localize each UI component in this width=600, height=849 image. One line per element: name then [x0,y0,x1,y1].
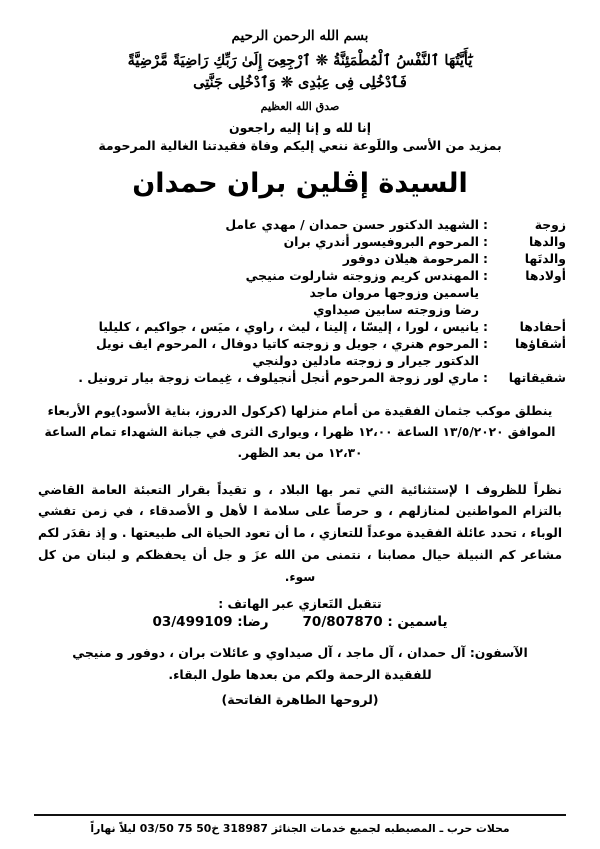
relation-value: الدكتور جيرار و زوجته مادلين دولنجي [252,352,479,368]
relation-colon: : [483,216,488,232]
table-row [34,319,566,336]
relation-value: ياسمين وزوجها مروان ماجد [309,284,479,300]
mourners-families: آل حمدان ، آل ماجد ، آل صيداوي و عائلات بران ، دوفور و منيجي [72,645,466,661]
religious-header [34,28,566,113]
relation-value: المرحوم هنري ، جويل و زوجته كاتيا دوفال ، المرحوم ايف نويل [95,335,479,351]
relation-colon: : [483,233,488,249]
inna-lillah-text: إنا لله و إنا إليه راجعون [229,119,371,135]
relation-label: أشقاؤها [515,335,566,351]
relation-value: المرحوم البروفيسور أندري بران [283,233,479,249]
contact-phone-number[interactable]: 03/499109 [152,614,233,631]
relation-label: والدتَها [524,250,566,266]
relation-colon: : [483,369,488,385]
relation-label: أولادها [525,267,566,283]
announcement-lead-text: بمزيد من الأسى واللَوعة ننعي إليكم وفاة فقيدتنا الغالية المرحومة [98,137,502,153]
footer-phone-primary: 318987 [222,822,268,835]
contact-entry-yasmine [303,614,448,630]
relation-label: والدها [528,233,566,249]
quran-verse [90,50,510,95]
table-row [34,268,566,285]
sadaqallah-text: صدق الله العظيم [260,99,340,113]
table-row [34,353,566,370]
contact-numbers-row [34,614,566,630]
footer-phone-prefix-label: خ [211,822,220,835]
condolence-notice-paragraph: نظراً للظروف ا لإستثنائية التي تمر بها البلاد ، و تقيداً بقرار التعبئة العامة القاضي بالتزام المواطنين لمنازلهم ، و حرصاً على سلامة ا لأهل و الأصدقاء ، في زمن تفشي الوباء ، تحدد عائلة الفقيدة موعداً للتعازي ، ما أن تعود الحياة الى طبيعتها . و إذ نقدَر لكم مشاعر كم النبيلة حيال مصابنا ، نتمنى من الله عزَ و جل أن يحفظكم و لبنان من كل سوء. [38,482,562,584]
mourners-blessing: للفقيدة الرحمة ولكم من بعدها طول البقاء. [168,666,432,682]
contact-heading: تتقبل التَعازي عبر الهاتف : [218,596,382,612]
contact-name: ياسمين : [387,614,448,631]
footer-divider [34,814,566,816]
fatiha-line: (لروحها الطاهرة الفاتحة) [221,691,379,707]
table-row [34,370,566,387]
quran-verse-line-1: يَٰٓأَيَّتُهَا ٱلنَّفْسُ ٱلْمُطْمَئِنَّةُ ❊ ٱرْجِعِىٓ إِلَىٰ رَبِّكِ رَاضِيَةً مَّرْضِيَّةً [127,52,473,69]
quran-verse-line-2: فَٱدْخُلِى فِى عِبَٰدِى ❊ وَٱدْخُلِى جَنَّتِى [193,74,407,92]
relation-value: الشهيد الدكتور حسن حمدان / مهدي عامل [225,216,479,232]
relation-value: المرحومة هيلان دوفور [342,250,479,266]
footer-advertisement [34,822,566,835]
table-row [34,217,566,234]
footer-phone-secondary: 03/50 75 50 [139,822,212,835]
mourners-families-line [34,642,566,664]
table-row [34,336,566,353]
relation-label: أحفادها [519,318,566,334]
mourners-block [34,642,566,685]
basmala-text: بسم الله الرحمن الرحيم [231,28,369,44]
deceased-name: السيدة إڤلين بران حمدان [132,167,468,199]
footer-hours: ليلاً نهاراً [90,822,136,835]
contact-phone-number[interactable]: 70/807870 [302,614,383,631]
relation-colon: : [483,267,488,283]
relation-value: رضا وزوجته سابين صيداوي [313,301,479,317]
relation-value: المهندس كريم وزوجته شارلوت منيجي [245,267,479,283]
mourners-label: الآسفون: [469,645,528,661]
footer-shop-name: محلات حرب ـ المصيطبه لجميع خدمات الجنائز [271,822,510,835]
funeral-procession-paragraph: ينطلق موكب جثمان الفقيدة من أمام منزلها (كركول الدروز، بناية الأسود)يوم الأربعاء الموافق ١٣/٥/٢٠٢٠ الساعة ١٢،٠٠ ظهرا ، ويوارى الثرى في جبانة الشهداء تمام الساعة ١٢،٣٠ من بعد الظهر. [44,403,556,460]
table-row [34,285,566,302]
relation-label: زوجة [534,216,566,232]
relation-colon: : [483,250,488,266]
family-relations-table [34,217,566,387]
contact-name: رضا: [237,614,269,631]
footer [34,814,566,835]
table-row [34,234,566,251]
relation-label: شقيقاتها [508,369,566,385]
relation-value: ماري لور زوجة المرحوم أنجل أنجيلوف ، غِيمات زوجة بيار ترونيل . [78,369,479,385]
contact-entry-rida [152,614,268,630]
relation-colon: : [483,335,488,351]
announcement-block [34,120,566,201]
relation-colon: : [483,318,488,334]
table-row [34,251,566,268]
relation-value: يانيس ، لورا ، إليسّا ، إلينا ، ليث ، راوي ، ميَس ، جواكيم ، كليليا [98,318,479,334]
table-row [34,302,566,319]
